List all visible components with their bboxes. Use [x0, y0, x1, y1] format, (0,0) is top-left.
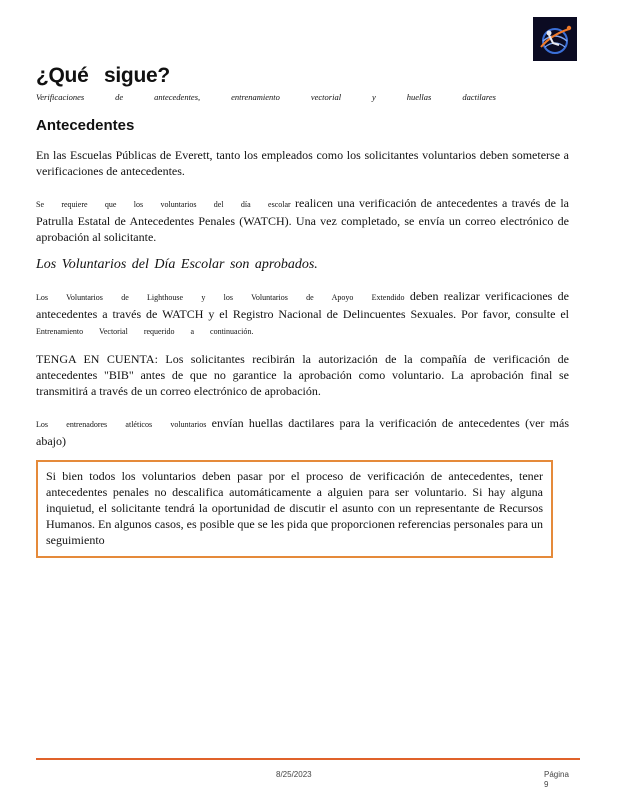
section-heading: Antecedentes [36, 117, 135, 134]
notice-box: Si bien todos los voluntarios deben pasar por el proceso de verificación de antecedentes, tener antecedentes penales no descalifica automáticamente a alguien para ser voluntario. Si hay alguna inquietud, el solicitante tendrá la oportunidad de discutir el asunto con un representante de Recursos Humanos. En algunos casos, es posible que se les pida que proporcionen referencias personales para un seguimiento [36, 460, 553, 558]
small-caps-text: Se requiere que los voluntarios del día escolar [36, 200, 291, 209]
paragraph-note: TENGA EN CUENTA: Los solicitantes recibirán la autorización de la compañía de verificación de antecedentes "BIB" antes de que no garantice la aprobación como voluntario. La aprobación final se transmitirá a través de un correo electrónico de aprobación. [36, 352, 569, 398]
footer-divider [36, 758, 580, 760]
page-subtitle: Verificaciones de antecedentes, entrenamiento vectorial y huellas dactilares [36, 92, 496, 102]
paragraph-lighthouse [36, 288, 569, 340]
globe-sports-logo-icon [533, 17, 577, 61]
paragraph-employees: En las Escuelas Públicas de Everett, tanto los empleados como los solicitantes voluntarios deben someterse a verificaciones de antecedentes. [36, 148, 569, 178]
paragraph-school-day [36, 195, 569, 245]
paragraph-coaches [36, 415, 569, 449]
paragraph-text: deben realizar verificaciones de antecedentes a través de WATCH y el Registro Nacional de Delincuentes Sexuales. Por favor, consulte el [36, 289, 569, 321]
page-title: ¿Qué sigue? [36, 64, 170, 87]
footer-date: 8/25/2023 [276, 770, 312, 779]
logo [533, 17, 577, 61]
approved-statement: Los Voluntarios del Día Escolar son aprobados. [36, 257, 318, 272]
paragraph-text: realicen una verificación de antecedentes a través de la Patrulla Estatal de Antecedentes Penales (WATCH). Una vez completado, se envía un correo electrónico de aprobación al solicitante. [36, 196, 569, 244]
vector-training-reference: Entrenamiento Vectorial requerido a continuación. [36, 327, 254, 336]
page-label: Página [544, 770, 569, 779]
small-caps-text: Los Voluntarios de Lighthouse y los Voluntarios de Apoyo Extendido [36, 293, 405, 302]
page-number: 9 [544, 780, 549, 789]
small-caps-text: Los entrenadores atléticos voluntarios [36, 420, 207, 429]
paragraph-text: envían huellas dactilares para la verificación de antecedentes (ver más abajo) [36, 416, 570, 448]
footer-page-number [544, 770, 584, 790]
